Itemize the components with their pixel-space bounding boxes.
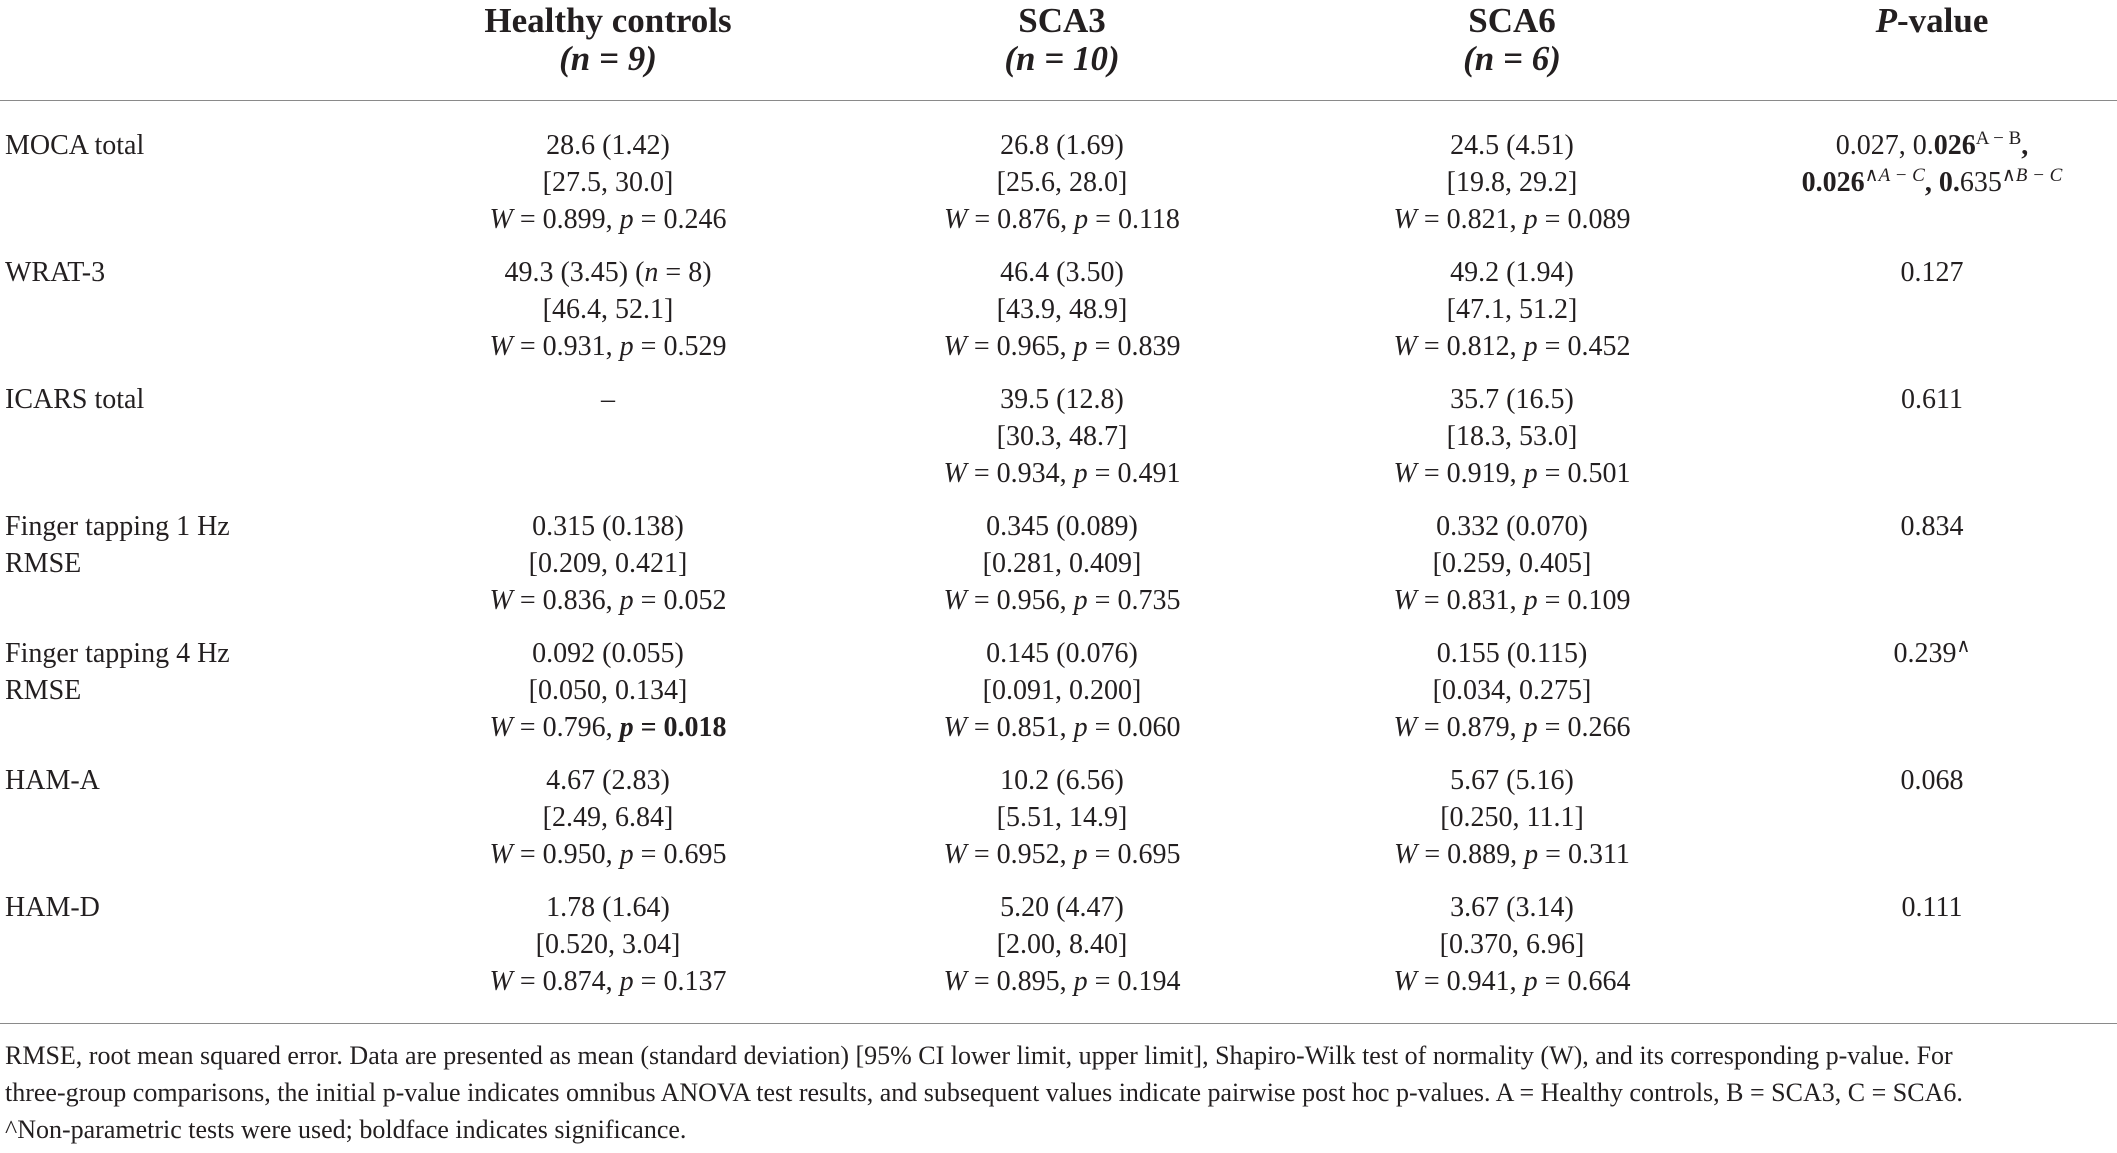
- header-rule: [0, 100, 2117, 101]
- column-header-sca3: [862, 0, 1262, 102]
- cell-healthy-controls: 49.3 (3.45) (n = 8) [46.4, 52.1] W = 0.931, p = 0.529: [489, 257, 727, 362]
- cell-sca3: 46.4 (3.50) [43.9, 48.9] W = 0.965, p = 0.839: [943, 257, 1181, 362]
- row-label: Finger tapping 1 Hz RMSE: [5, 511, 230, 579]
- cell-sca6: 24.5 (4.51) [19.8, 29.2] W = 0.821, p = 0.089: [1393, 130, 1631, 235]
- cell-p-value: 0.611: [1901, 384, 1963, 415]
- row-label: WRAT-3: [5, 257, 106, 288]
- footer-rule: [0, 1023, 2117, 1024]
- column-header-title: SCA6: [1468, 1, 1556, 40]
- cell-sca6: 35.7 (16.5) [18.3, 53.0] W = 0.919, p = 0.501: [1393, 384, 1631, 489]
- row-label: HAM-A: [5, 765, 100, 796]
- cell-healthy-controls: 0.092 (0.055) [0.050, 0.134] W = 0.796, p = 0.018: [489, 638, 727, 743]
- cell-healthy-controls: 4.67 (2.83) [2.49, 6.84] W = 0.950, p = 0.695: [489, 765, 727, 870]
- column-header-p-value: [1762, 0, 2102, 102]
- cell-p-value: 0.127: [1900, 257, 1964, 288]
- cell-p-value: 0.239∧: [1893, 636, 1971, 669]
- row-label: Finger tapping 4 Hz RMSE: [5, 638, 230, 706]
- cell-sca6: 3.67 (3.14) [0.370, 6.96] W = 0.941, p = 0.664: [1393, 892, 1631, 997]
- footnote-line: three-group comparisons, the initial p-value indicates omnibus ANOVA test results, and subsequent values indicate pairwise post hoc p-values. A = Healthy controls, B = SCA3, C = SCA6.: [5, 1078, 1963, 1107]
- column-header-n: (n = 10): [1004, 39, 1120, 78]
- cell-sca6: 49.2 (1.94) [47.1, 51.2] W = 0.812, p = 0.452: [1393, 257, 1631, 362]
- cell-sca3: 39.5 (12.8) [30.3, 48.7] W = 0.934, p = 0.491: [943, 384, 1181, 489]
- cell-healthy-controls: 0.315 (0.138) [0.209, 0.421] W = 0.836, p = 0.052: [489, 511, 727, 616]
- cell-sca6: 0.155 (0.115) [0.034, 0.275] W = 0.879, p = 0.266: [1393, 638, 1631, 743]
- column-header-title: SCA3: [1018, 1, 1106, 40]
- footnote-line: ^Non-parametric tests were used; boldface indicates significance.: [5, 1115, 687, 1144]
- cell-p-value: 0.111: [1901, 892, 1963, 923]
- cell-sca3: 5.20 (4.47) [2.00, 8.40] W = 0.895, p = 0.194: [943, 892, 1181, 997]
- table-footnotes: [5, 1037, 2105, 1148]
- row-label: MOCA total: [5, 130, 145, 161]
- cell-sca6: 0.332 (0.070) [0.259, 0.405] W = 0.831, p = 0.109: [1393, 511, 1631, 616]
- row-label: HAM-D: [5, 892, 100, 923]
- footnote-line: RMSE, root mean squared error. Data are presented as mean (standard deviation) [95% CI lower limit, upper limit], Shapiro-Wilk test of normality (W), and its corresponding p-value. For: [5, 1041, 1953, 1070]
- cell-sca3: 10.2 (6.56) [5.51, 14.9] W = 0.952, p = 0.695: [943, 765, 1181, 870]
- cell-p-value: 0.834: [1900, 511, 1964, 542]
- cell-healthy-controls: –: [601, 384, 615, 415]
- cell-sca3: 26.8 (1.69) [25.6, 28.0] W = 0.876, p = 0.118: [944, 130, 1180, 235]
- column-header-sca6: [1312, 0, 1712, 102]
- cell-healthy-controls: 1.78 (1.64) [0.520, 3.04] W = 0.874, p = 0.137: [489, 892, 727, 997]
- column-header-title: Healthy controls: [484, 1, 732, 40]
- column-header-n: (n = 9): [559, 39, 657, 78]
- cell-healthy-controls: 28.6 (1.42) [27.5, 30.0] W = 0.899, p = 0.246: [489, 130, 727, 235]
- column-header-n: (n = 6): [1463, 39, 1561, 78]
- column-header-healthy-controls: [408, 0, 808, 102]
- cell-sca6: 5.67 (5.16) [0.250, 11.1] W = 0.889, p = 0.311: [1394, 765, 1630, 870]
- cell-p-value: 0.068: [1900, 765, 1964, 796]
- cell-sca3: 0.145 (0.076) [0.091, 0.200] W = 0.851, p = 0.060: [943, 638, 1181, 743]
- row-label: ICARS total: [5, 384, 145, 415]
- column-header-title: P-value: [1875, 1, 1989, 40]
- cell-p-value: 0.027, $0.026^{A - B}$, $0.026^{\wedge A - C}$, $0.635^{\wedge B - C}$: [1801, 128, 2063, 198]
- cell-sca3: 0.345 (0.089) [0.281, 0.409] W = 0.956, p = 0.735: [943, 511, 1181, 616]
